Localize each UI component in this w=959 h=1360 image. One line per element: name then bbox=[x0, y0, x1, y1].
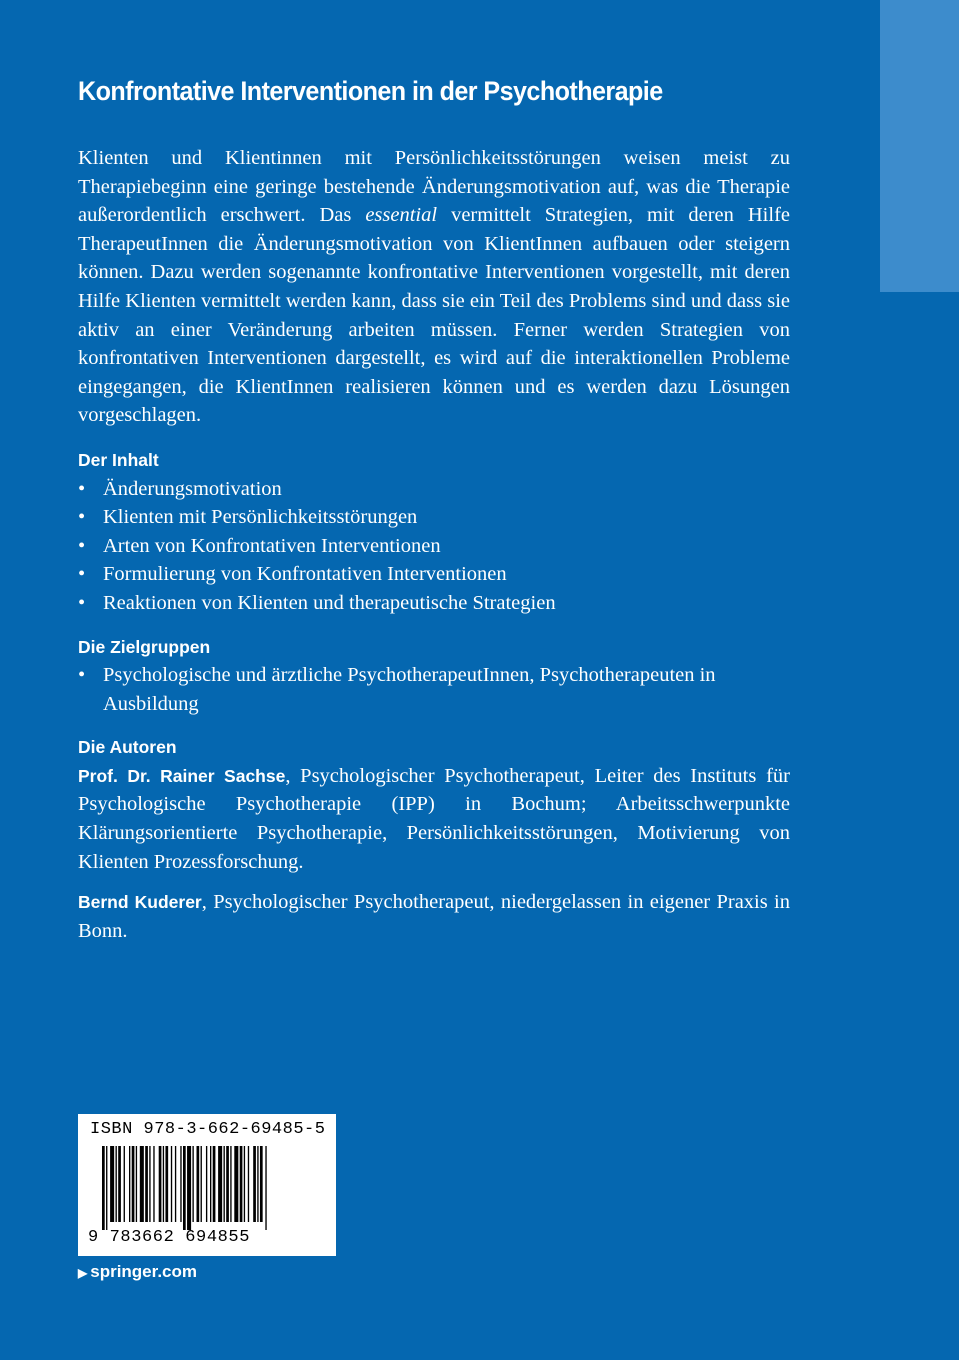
list-item: • Klienten mit Persönlichkeitsstörungen bbox=[78, 503, 790, 532]
bullet-icon: • bbox=[78, 591, 86, 614]
barcode-bar bbox=[140, 1146, 144, 1222]
section-autoren bbox=[78, 733, 790, 945]
barcode-bar bbox=[102, 1146, 105, 1230]
barcode-bar bbox=[145, 1146, 148, 1222]
barcode-bar bbox=[197, 1146, 200, 1222]
author-2-bio: Bernd Kuderer, Psychologischer Psychotherapeut, niedergelassen in eigener Praxis in Bonn. bbox=[78, 891, 790, 942]
heading-inhalt: Der Inhalt bbox=[78, 449, 159, 470]
barcode-bar bbox=[210, 1146, 211, 1222]
barcode-bar bbox=[257, 1146, 258, 1222]
barcode-bar bbox=[224, 1146, 225, 1222]
isbn-barcode bbox=[78, 1114, 336, 1256]
section-zielgruppen bbox=[78, 633, 790, 719]
barcode-bar bbox=[244, 1146, 245, 1222]
barcode-bar bbox=[110, 1146, 114, 1222]
barcode-bar bbox=[175, 1146, 176, 1222]
barcode-bar bbox=[253, 1146, 256, 1222]
author-2-name: Bernd Kuderer bbox=[78, 892, 202, 913]
barcode-bar bbox=[159, 1146, 162, 1222]
list-item: • Änderungsmotivation bbox=[78, 475, 790, 504]
barcode-bar bbox=[230, 1146, 231, 1222]
barcode-digits: 9 783662 694855 bbox=[88, 1228, 251, 1247]
author-1-name: Prof. Dr. Rainer Sachse bbox=[78, 765, 286, 786]
barcode-bar bbox=[136, 1146, 137, 1222]
heading-autoren: Die Autoren bbox=[78, 737, 177, 758]
spine-color-strip bbox=[880, 0, 959, 292]
intro-part-1: Klienten und Klientinnen mit Persönlichkeitsstörungen weisen meist zu Therapiebeginn eine geringe bestehende Änderungsmotivation auf, was die Therapie außerordentlich erschwert. Das bbox=[78, 147, 790, 227]
inhalt-list bbox=[78, 475, 790, 618]
list-item: • Psychologische und ärztliche PsychotherapeutInnen, Psychotherapeuten in Ausbildung bbox=[78, 661, 790, 718]
barcode-bar bbox=[149, 1146, 150, 1222]
barcode-bar bbox=[171, 1146, 172, 1222]
barcode-bar bbox=[124, 1146, 125, 1222]
barcode-bars bbox=[102, 1146, 314, 1230]
barcode-bar bbox=[265, 1146, 266, 1230]
bullet-icon: • bbox=[78, 664, 86, 687]
barcode-bar bbox=[213, 1146, 216, 1222]
author-1-bio: Prof. Dr. Rainer Sachse, Psychologischer Psychotherapeut, Leiter des Instituts für Psychologische Psychotherapie (IPP) in Bochum; Arbeitsschwerpunkte Klärungsorientierte Psychotherapie, Persönlichkeitsstörungen, Motivierung von Klienten Prozessforschung. bbox=[78, 764, 790, 873]
publisher-link[interactable] bbox=[78, 1262, 197, 1282]
barcode-bar bbox=[226, 1146, 229, 1222]
list-item: • Arten von Konfrontativen Interventionen bbox=[78, 532, 790, 561]
barcode-bar bbox=[180, 1146, 181, 1222]
isbn-number: ISBN 978-3-662-69485-5 bbox=[90, 1120, 326, 1139]
bullet-icon: • bbox=[78, 563, 86, 586]
barcode-bar bbox=[116, 1146, 117, 1222]
barcode-bar bbox=[106, 1146, 107, 1230]
bullet-icon: • bbox=[78, 477, 86, 500]
intro-emphasis: essential bbox=[365, 204, 438, 227]
bullet-icon: • bbox=[78, 506, 86, 529]
barcode-bar bbox=[183, 1146, 186, 1230]
barcode-bar bbox=[129, 1146, 130, 1222]
barcode-bar bbox=[163, 1146, 164, 1222]
barcode-bar bbox=[240, 1146, 243, 1222]
barcode-bar bbox=[260, 1146, 263, 1222]
barcode-bar bbox=[187, 1146, 191, 1230]
barcode-bar bbox=[201, 1146, 202, 1222]
barcode-bar bbox=[165, 1146, 168, 1222]
list-item: • Reaktionen von Klienten und therapeutische Strategien bbox=[78, 589, 790, 618]
section-inhalt bbox=[78, 446, 790, 618]
barcode-bar bbox=[132, 1146, 135, 1222]
intro-part-2: vermittelt Strategien, mit deren Hilfe TherapeutInnen die Änderungsmotivation von KlientInnen aufbauen oder steigern können. Dazu werden sogenannte konfrontative Interventionen vorgestellt, mit deren Hilfe Klienten vermittelt werden kann, dass sie ein Teil des Problems sind und dass sie aktiv an einer Veränderung arbeiten müssen. Ferner werden Strategien von konfrontativen Interventionen dargestellt, es wird auf die interaktionellen Probleme eingegangen, die KlientInnen realisieren können und es werden dazu Lösungen vorgeschlagen. bbox=[78, 204, 790, 427]
intro-paragraph bbox=[78, 144, 790, 430]
back-cover-content bbox=[78, 70, 790, 945]
heading-zielgruppen: Die Zielgruppen bbox=[78, 636, 211, 657]
book-title: Konfrontative Interventionen in der Psychotherapie bbox=[78, 76, 663, 106]
barcode-bar bbox=[218, 1146, 222, 1222]
barcode-bar bbox=[192, 1146, 193, 1222]
barcode-bar bbox=[118, 1146, 121, 1222]
barcode-bar bbox=[153, 1146, 154, 1222]
barcode-bar bbox=[248, 1146, 249, 1222]
barcode-bar bbox=[206, 1146, 207, 1222]
list-item: • Formulierung von Konfrontativen Interventionen bbox=[78, 560, 790, 589]
bullet-icon: • bbox=[78, 534, 86, 557]
barcode-bar bbox=[234, 1146, 238, 1222]
arrow-icon: ▶ bbox=[78, 1266, 88, 1280]
zielgruppen-list bbox=[78, 661, 790, 718]
publisher-url: springer.com bbox=[90, 1262, 197, 1281]
